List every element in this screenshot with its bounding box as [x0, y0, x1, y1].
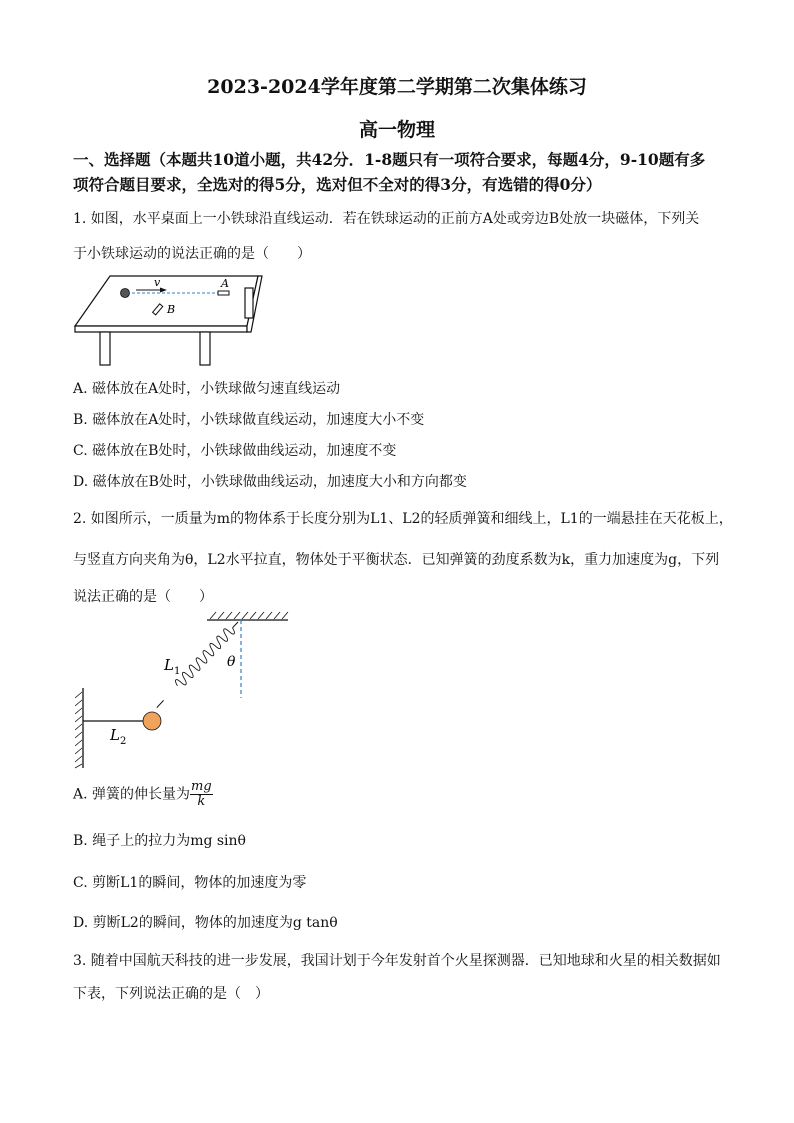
q3-stem-line1: 3. 随着中国航天科技的进一步发展，我国计划于今年发射首个火星探测器．已知地球和火星的相关数据如	[73, 953, 721, 969]
q2-stem-line2: 与竖直方向夹角为θ，L2水平拉直，物体处于平衡状态．已知弹簧的劲度系数为k，重力加速度为g，下列	[73, 552, 720, 568]
velocity-label: v	[154, 276, 161, 289]
q2-option-b: B. 绳子上的拉力为mg sinθ	[73, 833, 246, 849]
subject-title: 高一物理	[358, 119, 435, 141]
mass-ball	[143, 712, 161, 730]
q1-stem-line2: 于小铁球运动的说法正确的是（ ）	[73, 246, 311, 262]
l1-label: $L_1$	[164, 656, 181, 677]
section-heading-line2: 项符合题目要求，全选对的得5分，选对但不全对的得3分，有选错的得0分）	[73, 175, 602, 194]
exam-title: 2023-2024学年度第二学期第二次集体练习	[207, 76, 587, 98]
theta-label: θ	[227, 654, 236, 670]
q2-option-c: C. 剪断L1的瞬间，物体的加速度为零	[73, 875, 307, 891]
q2-option-d: D. 剪断L2的瞬间，物体的加速度为g tanθ	[73, 915, 338, 931]
section-heading-line1: 一、选择题（本题共10道小题，共42分．1-8题只有一项符合要求，每题4分，9-10题有多	[73, 150, 706, 169]
q1-option-c: C. 磁体放在B处时，小铁球做曲线运动，加速度不变	[73, 443, 397, 459]
point-b-label: B	[167, 303, 176, 316]
iron-ball	[121, 289, 130, 298]
q2-stem-line1: 2. 如图所示，一质量为m的物体系于长度分别为L1、L2的轻质弹簧和细线上，L1的一端悬挂在天花板上，	[73, 511, 733, 527]
q2-spring-figure	[70, 608, 300, 773]
q1-option-d: D. 磁体放在B处时，小铁球做曲线运动，加速度大小和方向都变	[73, 474, 467, 490]
q1-table-figure	[70, 268, 270, 368]
q2-option-a: A. 弹簧的伸长量为 $\frac{mg}{k}$	[73, 779, 212, 809]
l2-label: $L_2$	[110, 726, 127, 747]
magnet-at-a	[218, 291, 229, 295]
q1-option-a: A. 磁体放在A处时，小铁球做匀速直线运动	[73, 381, 341, 397]
fraction-numerator: mg	[191, 779, 212, 794]
q3-stem-line2: 下表，下列说法正确的是（ ）	[73, 986, 269, 1002]
q1-stem-line1: 1. 如图，水平桌面上一小铁球沿直线运动．若在铁球运动的正前方A处或旁边B处放一块磁体，下列关	[73, 211, 700, 227]
fraction-denominator: k	[197, 794, 206, 809]
point-a-label: A	[221, 277, 229, 290]
q1-option-b: B. 磁体放在A处时，小铁球做直线运动，加速度大小不变	[73, 412, 425, 428]
q2-stem-line3: 说法正确的是（ ）	[73, 589, 213, 605]
